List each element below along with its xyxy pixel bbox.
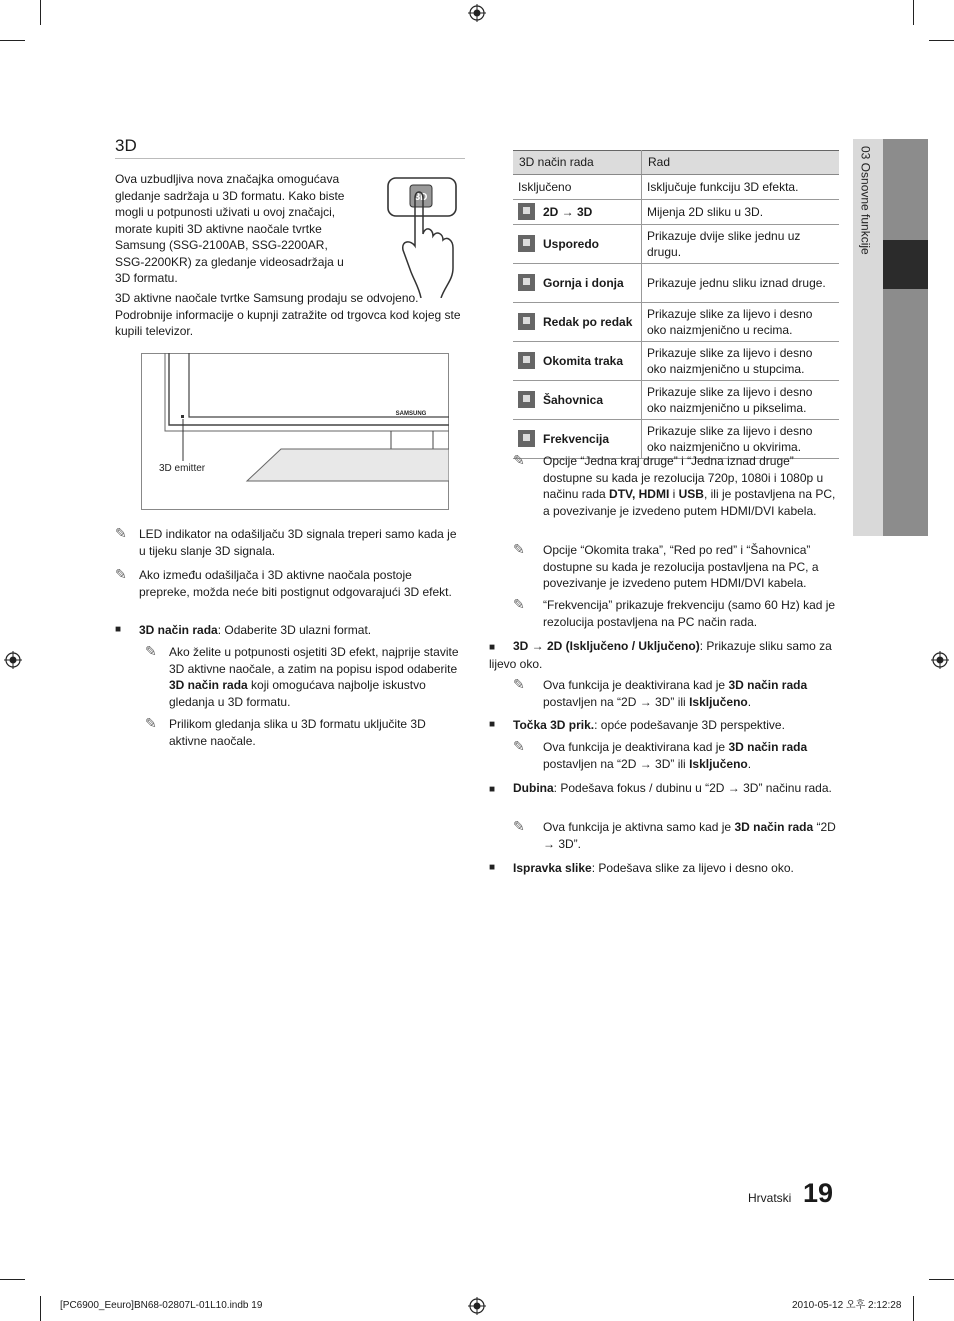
registration-mark-icon — [931, 651, 949, 669]
line-by-line-icon — [518, 313, 535, 330]
registration-mark-icon — [468, 1297, 486, 1315]
top-bottom-icon — [518, 274, 535, 291]
crop-mark — [929, 40, 954, 41]
list-item — [489, 780, 839, 798]
note — [145, 644, 465, 710]
print-file-info: [PC6900_Eeuro]BN68-02807L-01L10.indb 19 — [60, 1300, 263, 1311]
note-text: koji omogućava najbolje iskustvo gledanja u 3D formatu. — [169, 678, 426, 709]
note — [513, 453, 839, 519]
note: ✎ Ova funkcija je deaktivirana kad je 3D način rada postavljen na “2D → 3D” ili Isključeno. — [513, 738, 808, 771]
side-by-side-icon — [518, 235, 535, 252]
table-row — [513, 302, 839, 341]
note — [513, 597, 839, 630]
note: ✎ Ova funkcija je aktivna samo kad je 3D način rada “2D → 3D”. — [513, 818, 836, 851]
note-text: Ako između odašiljača i 3D aktivne naočala postoje prepreke, možda neće biti postignut odgovarajući 3D efekt. — [139, 568, 452, 599]
intro-paragraph-2: 3D aktivne naočale tvrtke Samsung prodaju se odvojeno. Podrobnije informacije o kupnji zatražite od trgovca kod kojeg ste kupili televizor. — [115, 291, 461, 338]
vertical-stripe-icon — [518, 352, 535, 369]
chapter-tab-label: 03 Osnovne funkcije — [858, 146, 873, 255]
list-item — [489, 638, 839, 673]
item-label: Točka 3D prik. — [513, 718, 595, 732]
chapter-tab-marker — [883, 240, 928, 289]
mode-label: Okomita traka — [543, 353, 624, 368]
note — [145, 716, 465, 749]
table-row — [513, 341, 839, 380]
note-text: “Frekvencija” prikazuje frekvenciju (samo 60 Hz) kad je rezolucija postavljena na PC način rada. — [543, 598, 836, 629]
note-text: , ili je postavljena na PC, a povezivanje je izvedeno putem HDMI/DVI kabela. — [543, 487, 836, 518]
chapter-tab-strip — [883, 139, 928, 536]
note-pencil-icon: ✎ — [145, 643, 157, 659]
note-pencil-icon: ✎ — [513, 452, 525, 468]
bullet-square-icon: ■ — [489, 862, 496, 873]
note-pencil-icon: ✎ — [145, 715, 157, 731]
note-pencil-icon: ✎ — [115, 525, 127, 541]
note-pencil-icon: ✎ — [513, 738, 525, 754]
registration-mark-icon — [4, 651, 22, 669]
tv-brand-logo: SAMSUNG — [395, 411, 427, 417]
crop-mark — [929, 1279, 954, 1280]
table-header: 3D način rada — [513, 151, 642, 175]
note-pencil-icon: ✎ — [513, 676, 525, 692]
note — [115, 567, 465, 600]
page-number: 19 — [803, 1178, 834, 1208]
table-row — [513, 174, 839, 199]
note-pencil-icon: ✎ — [513, 596, 525, 612]
note-text: Opcije “Okomita traka”, “Red po red” i “Šahovnica” dostupne su kada je rezolucija postavljena na PC, a povezivanje je izvedeno putem HDMI/DVI kabela. — [543, 543, 819, 590]
item-text: : Prikazuje sliku samo za lijevo oko. — [489, 639, 832, 671]
crop-mark — [913, 0, 914, 25]
item-text: : Podešava fokus / dubinu u “2D → 3D” načinu rada. — [553, 781, 832, 795]
list-item — [115, 622, 465, 639]
mode-description: Isključuje funkciju 3D efekta. — [642, 174, 840, 199]
page-language: Hrvatski — [748, 1191, 792, 1205]
note-text: i — [669, 487, 679, 501]
item-text: : Odaberite 3D ulazni format. — [217, 623, 372, 637]
note-emphasis: 3D način rada — [169, 678, 248, 692]
mode-label: Isključeno — [518, 179, 572, 194]
note-emphasis: USB — [678, 487, 704, 501]
mode-label: Redak po redak — [543, 314, 633, 329]
mode-label: Usporedo — [543, 236, 600, 251]
note-text: LED indikator na odašiljaču 3D signala treperi samo kada je u tijeku slanje 3D signala. — [139, 527, 457, 558]
item-label: 3D → 2D (Isključeno / Uključeno) — [513, 639, 700, 653]
remote-3d-button-illustration — [385, 176, 465, 298]
emitter-label: 3D emitter — [159, 463, 206, 474]
list-item — [489, 717, 839, 734]
remote-button-label: 3D — [414, 192, 428, 203]
mode-label: Gornja i donja — [543, 275, 624, 290]
crop-mark — [913, 1296, 914, 1321]
2d-3d-icon — [518, 203, 535, 220]
note-pencil-icon: ✎ — [115, 566, 127, 582]
note-text: Prilikom gledanja slika u 3D formatu uključite 3D aktivne naočale. — [169, 717, 426, 748]
item-text: : opće podešavanje 3D perspektive. — [594, 718, 785, 732]
intro-paragraph: Ova uzbudljiva nova značajka omogućava gledanje sadržaja u 3D formatu. Kako biste mogli u potpunosti uživati u ovoj značajci, morate kupiti 3D aktivne naočale tvrtke Samsung (SSG-2100AB, SSG-2200AR, SSG-2200KR) za gledanje videosadržaja u 3D formatu. — [115, 172, 345, 285]
bullet-square-icon: ■ — [489, 642, 496, 653]
section-title: 3D — [115, 138, 465, 159]
note — [115, 526, 465, 559]
note-emphasis: DTV, HDMI — [609, 487, 670, 501]
table-row — [513, 380, 839, 419]
mode-description: Prikazuje dvije slike jednu uz drugu. — [642, 224, 840, 263]
print-timestamp: 2010-05-12 오후 2:12:28 — [792, 1300, 902, 1311]
mode-description: Mijenja 2D sliku u 3D. — [642, 199, 840, 224]
bullet-square-icon: ■ — [115, 624, 122, 635]
table-header: Rad — [642, 151, 840, 175]
3d-mode-table — [513, 150, 839, 459]
note: ✎ Ova funkcija je deaktivirana kad je 3D način rada postavljen na “2D → 3D” ili Isključeno. — [513, 676, 808, 709]
mode-description: Prikazuje slike za lijevo i desno oko naizmjenično u pikselima. — [642, 380, 840, 419]
list-item — [489, 860, 839, 877]
mode-description: Prikazuje slike za lijevo i desno oko naizmjenično u stupcima. — [642, 341, 840, 380]
bullet-square-icon: ■ — [489, 719, 496, 730]
note-pencil-icon: ✎ — [513, 818, 525, 834]
tv-3d-emitter-illustration — [141, 353, 449, 510]
note-text: Opcije “Jedna kraj druge” i “Jedna iznad druge” dostupne su kada je rezolucija 720p, 1080i i 1080p u načinu rada — [543, 454, 824, 501]
mode-label: Frekvencija — [543, 431, 610, 446]
crop-mark — [0, 1279, 25, 1280]
table-row — [513, 224, 839, 263]
mode-description: Prikazuje slike za lijevo i desno oko naizmjenično u okvirima. — [642, 419, 840, 458]
note-text: Ako želite u potpunosti osjetiti 3D efekt, najprije stavite 3D aktivne naočale, a zatim na popisu ispod odaberite — [169, 645, 459, 676]
note — [513, 542, 839, 592]
checkerboard-icon — [518, 391, 535, 408]
table-row — [513, 263, 839, 302]
bullet-square-icon: ■ — [489, 784, 496, 795]
mode-description: Prikazuje slike za lijevo i desno oko naizmjenično u recima. — [642, 302, 840, 341]
item-text: : Podešava slike za lijevo i desno oko. — [591, 861, 794, 875]
mode-label: Šahovnica — [543, 392, 604, 407]
mode-label: 2D → 3D — [543, 204, 593, 219]
item-label: Dubina — [513, 781, 554, 795]
item-label: 3D način rada — [139, 623, 218, 637]
table-row — [513, 199, 839, 224]
frequency-icon — [518, 430, 535, 447]
table-header-row — [513, 151, 839, 175]
crop-mark — [40, 1296, 41, 1321]
mode-description: Prikazuje jednu sliku iznad druge. — [642, 263, 840, 302]
registration-mark-icon — [468, 4, 486, 22]
note-pencil-icon: ✎ — [513, 541, 525, 557]
item-label: Ispravka slike — [513, 861, 592, 875]
crop-mark — [0, 40, 25, 41]
crop-mark — [40, 0, 41, 25]
